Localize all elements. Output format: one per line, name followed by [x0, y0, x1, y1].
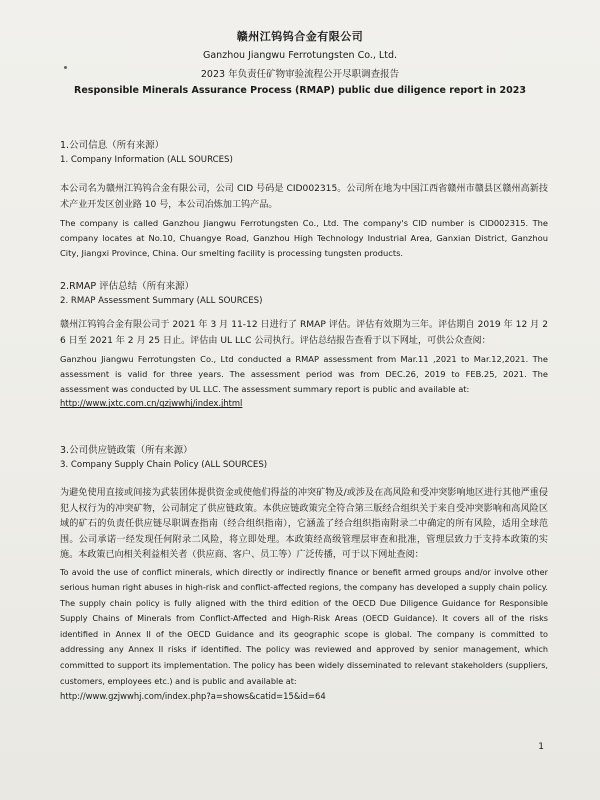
section-heading-en: 3. Company Supply Chain Policy (ALL SOURCES) — [60, 460, 268, 470]
section-supply-chain-policy-body — [60, 486, 548, 703]
section-rmap-assessment-summary-body — [60, 318, 548, 410]
section-heading-en: 1. Company Information (ALL SOURCES) — [60, 155, 233, 165]
policy-link[interactable]: http://www.gzjwwhj.com/index.php?a=shows&catid=15&id=64 — [60, 691, 326, 702]
section-heading-cn: 2.RMAP 评估总结（所有来源） — [60, 281, 195, 292]
report-title-cn: 2023 年负责任矿物审验流程公开尽职调查报告 — [200, 69, 400, 80]
section-supply-chain-policy — [60, 443, 548, 472]
paragraph-en: The company is called Ganzhou Jiangwu Ferrotungsten Co., Ltd. The company's CID number is CID002315. The company locates at No.10, Chuangye Road, Ganzhou High Technology Industrial Area, Ganxian District, Ganzhou City, Jiangxi Province, China. Our smelting facility is processing tungsten products. — [60, 218, 548, 258]
section-heading-cn: 1.公司信息（所有来源） — [60, 140, 165, 151]
section-company-information-body — [60, 182, 548, 260]
section-rmap-assessment-summary — [60, 279, 548, 308]
section-heading-en: 2. RMAP Assessment Summary (ALL SOURCES) — [60, 296, 263, 306]
paragraph-cn: 为避免使用直接或间接为武装团体提供资金或使他们得益的冲突矿物及/或涉及在高风险和受冲突影响地区进行其他严重侵犯人权行为的冲突矿物，公司制定了供应链政策。本供应链政策完全符合第三版经合组织关于来自受冲突影响和高风险区域的矿石的负责任供应链尽职调查指南（经合组织指南），它涵盖了经合组织指南附录二中确定的所有风险，适用全球范围。公司承诺一经发现任何附录二风险，将立即处理。本政策经高级管理层审查和批准，管理层致力于支持本政策的实施。本政策已向相关利益相关者（供应商、客户、员工等）广泛传播，可于以下网址查阅： — [60, 488, 548, 560]
section-heading-cn: 3.公司供应链政策（所有来源） — [60, 445, 193, 456]
paragraph-en: To avoid the use of conflict minerals, which directly or indirectly finance or benefit armed groups and/or involve other serious human right abuses in high-risk and conflict-affected regions, the company has developed a supply chain policy. The supply chain policy is fully aligned with the third edition of the OECD Due Diligence Guidance for Responsible Supply Chains of Minerals from Conflict-Affected and High-Risk Areas (OECD Guidance). It covers all of the risks identified in Annex II of the OECD Guidance and its geographic scope is global. The company is committed to addressing any Annex II risks if identified. The policy was reviewed and approved by senior management, which committed to support its implementation. The policy has been widely disseminated to relevant stakeholders (suppliers, customers, employees etc.) and is public and available at: — [60, 566, 548, 686]
paragraph-cn: 本公司名为赣州江钨钨合金有限公司，公司 CID 号码是 CID002315。公司所在地为中国江西省赣州市赣县区赣州高新技术产业开发区创业路 10 号，本公司冶炼加工钨产品。 — [60, 184, 548, 210]
section-company-information — [60, 138, 548, 167]
company-name-cn: 赣州江钨钨合金有限公司 — [236, 30, 364, 43]
company-name-en: Ganzhou Jiangwu Ferrotungsten Co., Ltd. — [203, 50, 397, 61]
paragraph-cn: 赣州江钨钨合金有限公司于 2021 年 3 月 11-12 日进行了 RMAP 评估。评估有效期为三年。评估期自 2019 年 12 月 26 日至 2021 年 2 月 25 日止。评估由 UL LLC 公司执行。评估总结报告查看于以下网址，可供公众查阅： — [60, 320, 548, 346]
assessment-report-link[interactable]: http://www.jxtc.com.cn/gzjwwhj/index.jhtml — [60, 398, 243, 409]
report-header — [0, 28, 600, 96]
paragraph-en: Ganzhou Jiangwu Ferrotungsten Co., Ltd conducted a RMAP assessment from Mar.11 ,2021 to Mar.12,2021. The assessment is valid for three years. The assessment period was from DEC.26, 2019 to FEB.25, 2021. The assessment was conducted by UL LLC. The assessment summary report is public and available at: — [60, 354, 548, 394]
page-number: 1 — [538, 742, 544, 752]
report-title-en: Responsible Minerals Assurance Process (RMAP) public due diligence report in 2023 — [74, 85, 526, 96]
